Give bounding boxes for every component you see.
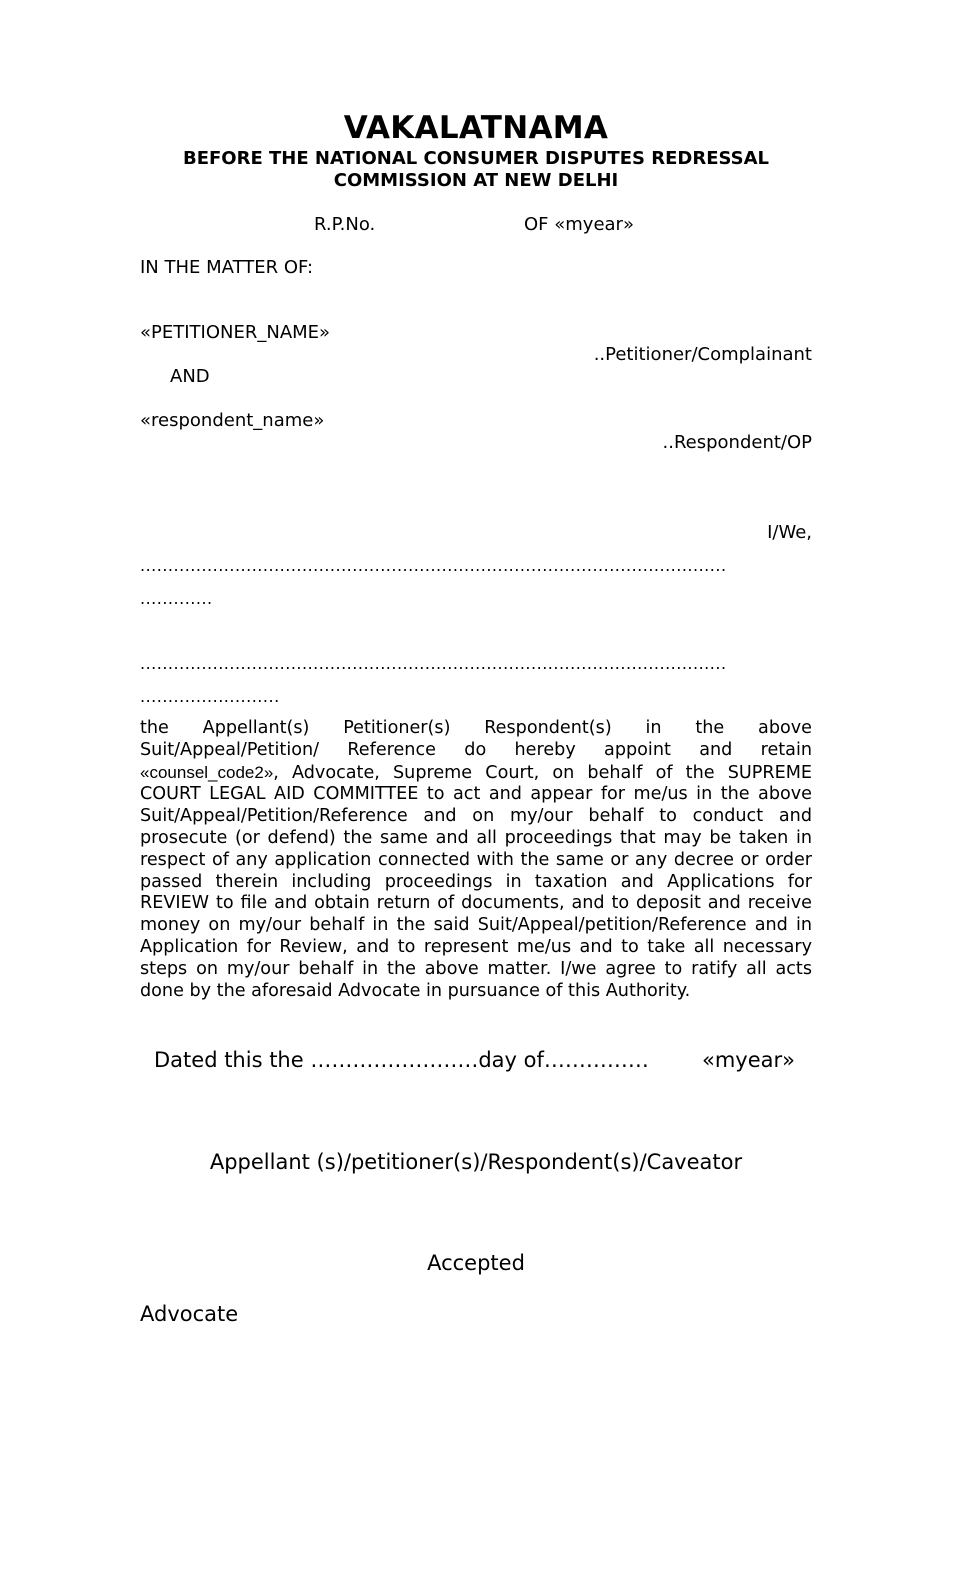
paragraph-text: the Appellant(s) Petitioner(s) Respondent(s) in the above Suit/Appeal/Petition/ Reference do hereby appoint and retain [140,718,812,760]
respondent-role: ..Respondent/OP [662,432,812,453]
case-year-label: OF «myear» [524,214,634,235]
dots-line: ......................................................................................................... [140,556,727,575]
rp-number-label: R.P.No. [314,214,376,235]
dated-year: «myear» [702,1048,796,1072]
authority-paragraph [140,718,812,1002]
dots-line: ......................................................................................................... [140,654,727,673]
advocate-label: Advocate [140,1302,239,1326]
document-subtitle: BEFORE THE NATIONAL CONSUMER DISPUTES REDRESSAL COMMISSION AT NEW DELHI [182,148,770,191]
counsel-code-field: «counsel_code2» [140,762,274,782]
accepted-label: Accepted [427,1251,525,1275]
dots-line: ............. [140,589,213,608]
dots-line: ......................... [140,687,280,706]
petitioner-name: «PETITIONER_NAME» [140,322,331,343]
paragraph-text: , Advocate, Supreme Court, on behalf of the SUPREME COURT LEGAL AID COMMITTEE to act and appear for me/us in the above Suit/Appeal/Petition/Reference and on my/our behalf to conduct and prosecute (or defend) the same and all proceedings that may be taken in respect of any application connected with the same or any decree or order passed therein including proceedings in taxation and Applications for REVIEW to file and obtain return of documents, and to deposit and receive money on my/our behalf in the said Suit/Appeal/petition/Reference and in Application for Review, and to represent me/us and to take all necessary steps on my/our behalf in the above matter. I/we agree to ratify all acts done by the aforesaid Advocate in pursuance of this Authority. [140,762,812,1001]
and-label: AND [170,366,210,387]
signatory-label: Appellant (s)/petitioner(s)/Respondent(s)/Caveator [209,1150,743,1174]
document-title: VAKALATNAMA [343,110,609,146]
matter-heading: IN THE MATTER OF: [140,257,314,278]
dated-line: Dated this the ……………………day of…………… [154,1048,649,1072]
respondent-name: «respondent_name» [140,410,325,431]
iwe-label: I/We, [767,522,812,543]
petitioner-role: ..Petitioner/Complainant [593,344,812,365]
